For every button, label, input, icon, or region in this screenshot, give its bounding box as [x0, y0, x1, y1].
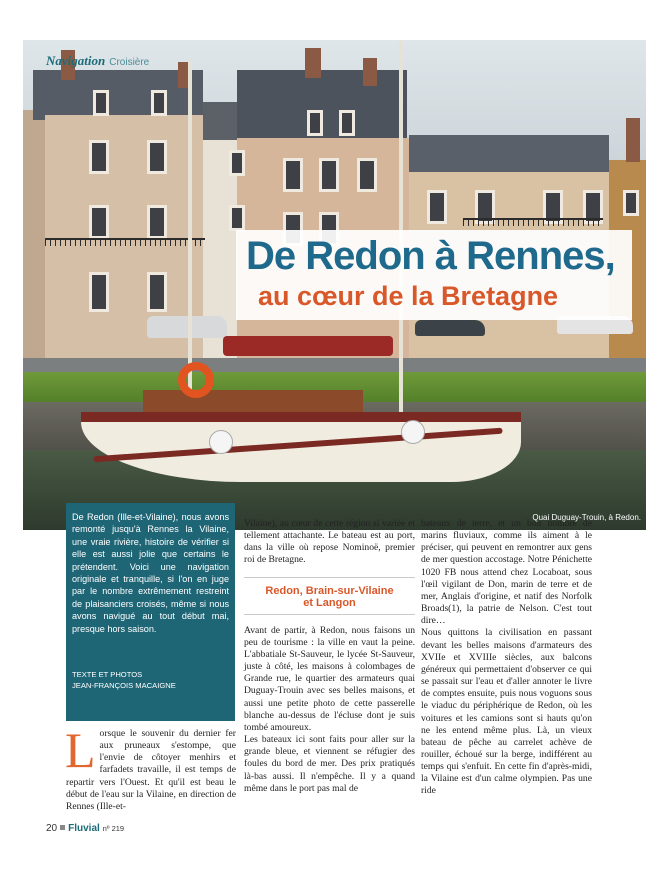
- page-footer: [46, 823, 124, 834]
- photo-window: [623, 190, 639, 216]
- subheading-line: et Langon: [303, 596, 356, 609]
- article-paragraph: Avant de partir, à Redon, nous faisons un peu de tourisme : la ville en vaut la peine. L'abbatiale St-Sauveur, le lycée St-Sauveur, juste à côté, les maisons à colombages de Grande rue, le quartier des armateurs quai Duguay-Trouin avec ses belles maisons, et aussi une petite photo de cette passerelle blanche au-dessus de l'écluse dont je suis tombé amoureux.: [244, 624, 415, 733]
- section-label: Navigation: [46, 53, 106, 68]
- photo-window: [147, 140, 167, 174]
- article-paragraph: Les bateaux ici sont faits pour aller sur la grande bleue, et viennent se réfugier des foules du bord de mer. Des prix pratiqués là-bas aussi. Il n'empêche. Il y a quand même dans le port pas mal de: [244, 734, 415, 794]
- credit-line: TEXTE ET PHOTOS: [72, 670, 143, 679]
- intro-text: De Redon (Ille-et-Vilaine), nous avons remonté jusqu'à Rennes la Vilaine, une vraie rivière, histoire de vérifier si elle est aussi jolie que certains le prétendent. Voici une navigation originale et tranquille, si l'on en juge par le nombre extrêmement restreint de plaisanciers croisés, même si nous avons navigué au tout début mai, presque hors saison.: [72, 512, 229, 634]
- photo-chimney: [626, 118, 640, 162]
- article-subtitle: au cœur de la Bretagne: [258, 281, 559, 311]
- photo-mast: [399, 40, 403, 412]
- article-column-3: [421, 518, 592, 798]
- photo-window: [229, 150, 245, 176]
- article-paragraph: Vilaine), au cœur de cette région si variée et tellement attachante. Le bateau est au port, dans la ville où repose Nominoë, premier roi de Bretagne.: [244, 518, 415, 566]
- photo-car: [147, 316, 227, 338]
- photo-window: [319, 158, 339, 192]
- photo-quay: [23, 358, 646, 372]
- author-name: JEAN-FRANÇOIS MACAIGNE: [72, 681, 176, 690]
- photo-roof: [203, 102, 239, 142]
- photo-window: [151, 90, 167, 116]
- article-paragraph: [65, 722, 236, 813]
- photo-window: [89, 272, 109, 312]
- paragraph-text: orsque le souvenir du dernier fer aux pruneaux s'estompe, que l'envie de côtoyer menhirs et farfadets travaille, il est temps de repartir vers l'Ouest. Et qu'il est beau le début de l'eau sur la Vilaine, en direction de Rennes (Ille-et-: [66, 728, 236, 812]
- photo-life-ring: [178, 362, 214, 398]
- photo-window: [357, 158, 377, 192]
- page-number: 20: [46, 823, 58, 834]
- photo-building: [23, 110, 46, 360]
- photo-balcony: [463, 218, 603, 226]
- photo-window: [229, 205, 245, 231]
- photo-mast: [188, 60, 192, 412]
- article-paragraph: Nous quittons la civilisation en passant devant les belles maisons d'armateurs des XVIIe et XVIIIe siècles, aux balcons généreux qui permettaient d'observer ce qui se passait sur l'eau et d'aller annoter le livre de comptes ensuite, puis nous voguons sous le viaduc du périphérique de Redon, où les voitures et les camions sont si hauts qu'on ne les entend même plus. Là, un vieux bateau de pêche au carrelet achève de rouiller, échoué sur la berge, indifférent au temps qui s'enfuit. En cette fin d'après-midi, la Vilaine est d'un calme olympien. Pas une ride: [421, 627, 592, 797]
- subheading-line: Redon, Brain-sur-Vilaine: [265, 584, 394, 597]
- author-credit: [72, 669, 176, 691]
- article-column-2: [244, 518, 415, 795]
- photo-window: [147, 272, 167, 312]
- photo-fender: [209, 430, 233, 454]
- photo-window: [307, 110, 323, 136]
- article-paragraph: bateaux de terre, et un bon nombre de marins fluviaux, comme ils aiment à le préciser, qui peuvent en remontrer aux gens de mer question accostage. Notre Pénichette 1020 FB nous attend chez Locaboat, sous l'œil vigilant de Don, marin de terre et de mer, Anglais d'origine, et natif des Norfolk Broads(1), la patrie de Nelson. C'est tout dire…: [421, 518, 592, 627]
- issue-number: nº 219: [102, 824, 125, 833]
- photo-window: [93, 90, 109, 116]
- photo-window: [89, 205, 109, 239]
- article-title: De Redon à Rennes,: [246, 234, 615, 278]
- photo-balcony: [45, 238, 205, 246]
- subheading-block: [244, 577, 415, 615]
- photo-window: [427, 190, 447, 224]
- section-header: [46, 53, 149, 69]
- photo-car: [415, 320, 485, 336]
- magazine-name: Fluvial: [68, 823, 100, 834]
- photo-roof: [409, 135, 609, 175]
- photo-caption: Quai Duguay-Trouin, à Redon.: [532, 513, 641, 522]
- subsection-label: Croisière: [109, 57, 150, 68]
- photo-chimney: [363, 58, 377, 86]
- separator-square-icon: [60, 825, 65, 830]
- intro-box: [66, 503, 235, 721]
- article-column-1: [65, 722, 236, 813]
- photo-chimney: [305, 48, 321, 78]
- drop-cap: L: [65, 722, 96, 778]
- photo-window: [89, 140, 109, 174]
- photo-window: [147, 205, 167, 239]
- photo-fender: [401, 420, 425, 444]
- photo-window: [283, 158, 303, 192]
- photo-sail-cover: [223, 336, 393, 356]
- photo-window: [339, 110, 355, 136]
